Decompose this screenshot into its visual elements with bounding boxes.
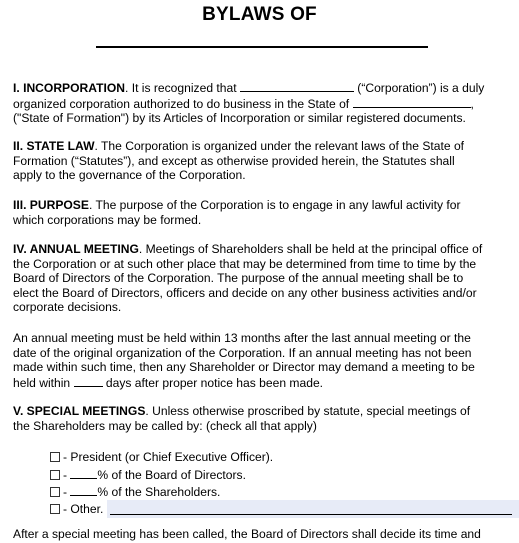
heading-annual-meeting: IV. ANNUAL MEETING xyxy=(13,242,139,256)
board-percent-blank[interactable] xyxy=(70,467,97,479)
section-state-law: II. STATE LAW. The Corporation is organized under the relevant laws of the State of Formation (“Statutes”), and except as otherwise provided herein, the Statutes shall apply to the governance of the Corporation. xyxy=(13,139,465,183)
option-other: - Other. xyxy=(50,502,103,517)
option-shareholders: - % of the Shareholders. xyxy=(50,484,220,500)
board-checkbox[interactable] xyxy=(50,470,60,480)
other-blank-line xyxy=(110,514,512,515)
option-president: - President (or Chief Executive Officer). xyxy=(50,450,273,465)
heading-state-law: II. STATE LAW xyxy=(13,139,95,153)
cutoff-paragraph: After a special meeting has been called, the Board of Directors shall decide its time and xyxy=(13,527,481,541)
heading-special-meetings: V. SPECIAL MEETINGS xyxy=(13,404,146,418)
state-blank[interactable] xyxy=(353,96,471,108)
president-checkbox[interactable] xyxy=(50,452,60,462)
days-blank[interactable] xyxy=(74,375,103,387)
heading-incorporation: I. INCORPORATION xyxy=(13,81,125,95)
other-checkbox[interactable] xyxy=(50,504,60,514)
other-input-field[interactable] xyxy=(107,500,519,518)
option-board: - % of the Board of Directors. xyxy=(50,467,246,483)
section-special-meetings: V. SPECIAL MEETINGS. Unless otherwise proscribed by statute, special meetings of the Shareholders may be called by: (check all that apply) xyxy=(13,404,471,433)
section-annual-meeting-timing: An annual meeting must be held within 13 months after the last annual meeting or the date of the original organization of the Corporation. If an annual meeting has not been made within such time, then any Shareholder or Director may demand a meeting to be held within days after proper notice has been made. xyxy=(13,331,475,390)
document-title: BYLAWS OF xyxy=(202,4,317,25)
section-annual-meeting: IV. ANNUAL MEETING. Meetings of Shareholders shall be held at the principal office of the Corporation or at such other place that may be determined from time to time by the Board of Directors of the Corporation. The purpose of the annual meeting shall be to elect the Board of Directors, officers and decide on any other business activities and/or corporate decisions. xyxy=(13,242,483,315)
heading-purpose: III. PURPOSE xyxy=(13,198,89,212)
shareholders-percent-blank[interactable] xyxy=(70,484,97,496)
shareholders-checkbox[interactable] xyxy=(50,487,60,497)
title-blank-line[interactable] xyxy=(96,46,428,48)
section-purpose: III. PURPOSE. The purpose of the Corporation is to engage in any lawful activity for which corporations may be formed. xyxy=(13,198,461,227)
corporation-name-blank[interactable] xyxy=(240,80,354,92)
section-incorporation: I. INCORPORATION. It is recognized that (“Corporation”) is a duly organized corporation authorized to do business in the State of , ("State of Formation") by its Articles of Incorporation or similar registered documents. xyxy=(13,81,485,126)
